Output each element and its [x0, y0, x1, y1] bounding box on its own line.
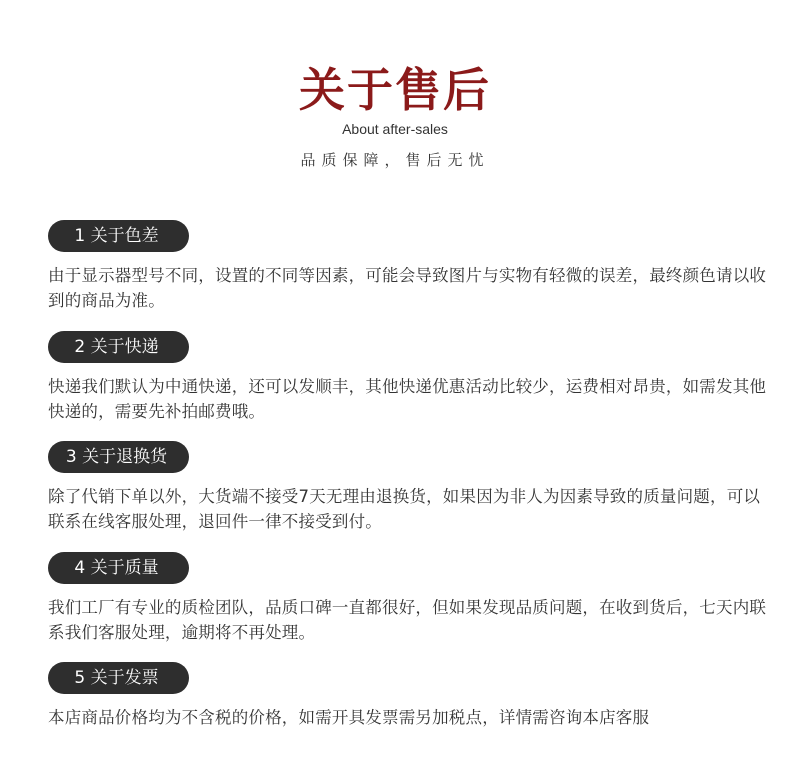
section-heading-badge: 5 关于发票	[48, 662, 189, 694]
section-body-text: 除了代销下单以外，大货端不接受7天无理由退换货，如果因为非人为因素导致的质量问题，可以联系在线客服处理，退回件一律不接受到付。	[48, 487, 761, 531]
section-heading-badge: 3 关于退换货	[48, 441, 189, 473]
section-heading-badge: 4 关于质量	[48, 552, 189, 584]
section-body-text: 本店商品价格均为不含税的价格，如需开具发票需另加税点，详情需咨询本店客服	[48, 708, 650, 727]
section-express-delivery	[48, 331, 768, 424]
section-heading-badge: 1 关于色差	[48, 220, 189, 252]
section-body-text: 由于显示器型号不同，设置的不同等因素，可能会导致图片与实物有轻微的误差，最终颜色请以收到的商品为准。	[48, 266, 767, 310]
english-subtitle: About after-sales	[342, 121, 448, 137]
section-body-text: 我们工厂有专业的质检团队，品质口碑一直都很好，但如果发现品质问题，在收到货后，七天内联系我们客服处理，逾期将不再处理。	[48, 598, 767, 642]
page-title: 关于售后	[299, 63, 491, 117]
section-quality	[48, 552, 768, 645]
header	[0, 62, 790, 170]
chinese-subtitle: 品质保障，售后无忧	[300, 151, 490, 169]
section-color-difference	[48, 220, 768, 313]
section-body-text: 快递我们默认为中通快递，还可以发顺丰，其他快递优惠活动比较少，运费相对昂贵，如需发其他快递的，需要先补拍邮费哦。	[48, 377, 767, 421]
section-returns-exchanges	[48, 441, 768, 534]
section-heading-badge: 2 关于快递	[48, 331, 189, 363]
section-invoice	[48, 662, 768, 730]
